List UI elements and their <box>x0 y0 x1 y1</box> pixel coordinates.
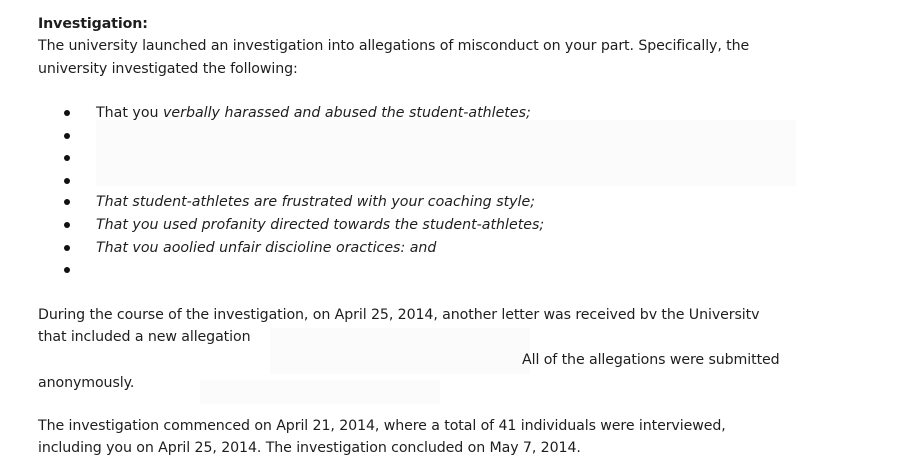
bullet-icon <box>64 155 70 161</box>
bullet-icon <box>64 133 70 139</box>
bullet-icon <box>64 222 70 228</box>
redacted-block <box>200 380 440 404</box>
intro-line-2: university investigated the following: <box>38 61 298 77</box>
list-item-italic: verbally harassed and abused the student-athletes; <box>163 105 531 121</box>
list-item-italic: That you used profanity directed towards the student-athletes; <box>96 217 545 233</box>
list-item-text <box>96 192 535 212</box>
bullet-icon <box>64 110 70 116</box>
paragraph-2-line-3: All of the allegations were submitted <box>522 352 780 368</box>
redacted-block <box>96 120 796 186</box>
paragraph-3-line-2: including you on April 25, 2014. The investigation concluded on May 7, 2014. <box>38 440 581 456</box>
paragraph-3-line-1: The investigation commenced on April 21, 2014, where a total of 41 individuals were interviewed, <box>38 418 726 434</box>
paragraph-2-line-2: that included a new allegation <box>38 329 251 345</box>
bullet-icon <box>64 178 70 184</box>
list-item-italic: That vou aoolied unfair discioline oractices: and <box>96 240 437 256</box>
list-item-text <box>96 238 436 258</box>
bullet-icon <box>64 199 70 205</box>
bullet-icon <box>64 267 70 273</box>
bullet-icon <box>64 245 70 251</box>
section-heading: Investigation: <box>38 16 148 32</box>
list-item-text <box>96 215 544 235</box>
list-item-italic: That student-athletes are frustrated with your coaching style; <box>96 194 536 210</box>
list-item-text <box>96 103 531 123</box>
paragraph-2-line-1: During the course of the investigation, on April 25, 2014, another letter was received bv the Universitv <box>38 307 760 323</box>
redacted-block <box>270 328 530 374</box>
paragraph-2-line-4: anonymously. <box>38 375 135 391</box>
list-item-prefix: That you <box>96 105 164 121</box>
intro-line-1: The university launched an investigation into allegations of misconduct on your part. Specifically, the <box>38 38 750 54</box>
